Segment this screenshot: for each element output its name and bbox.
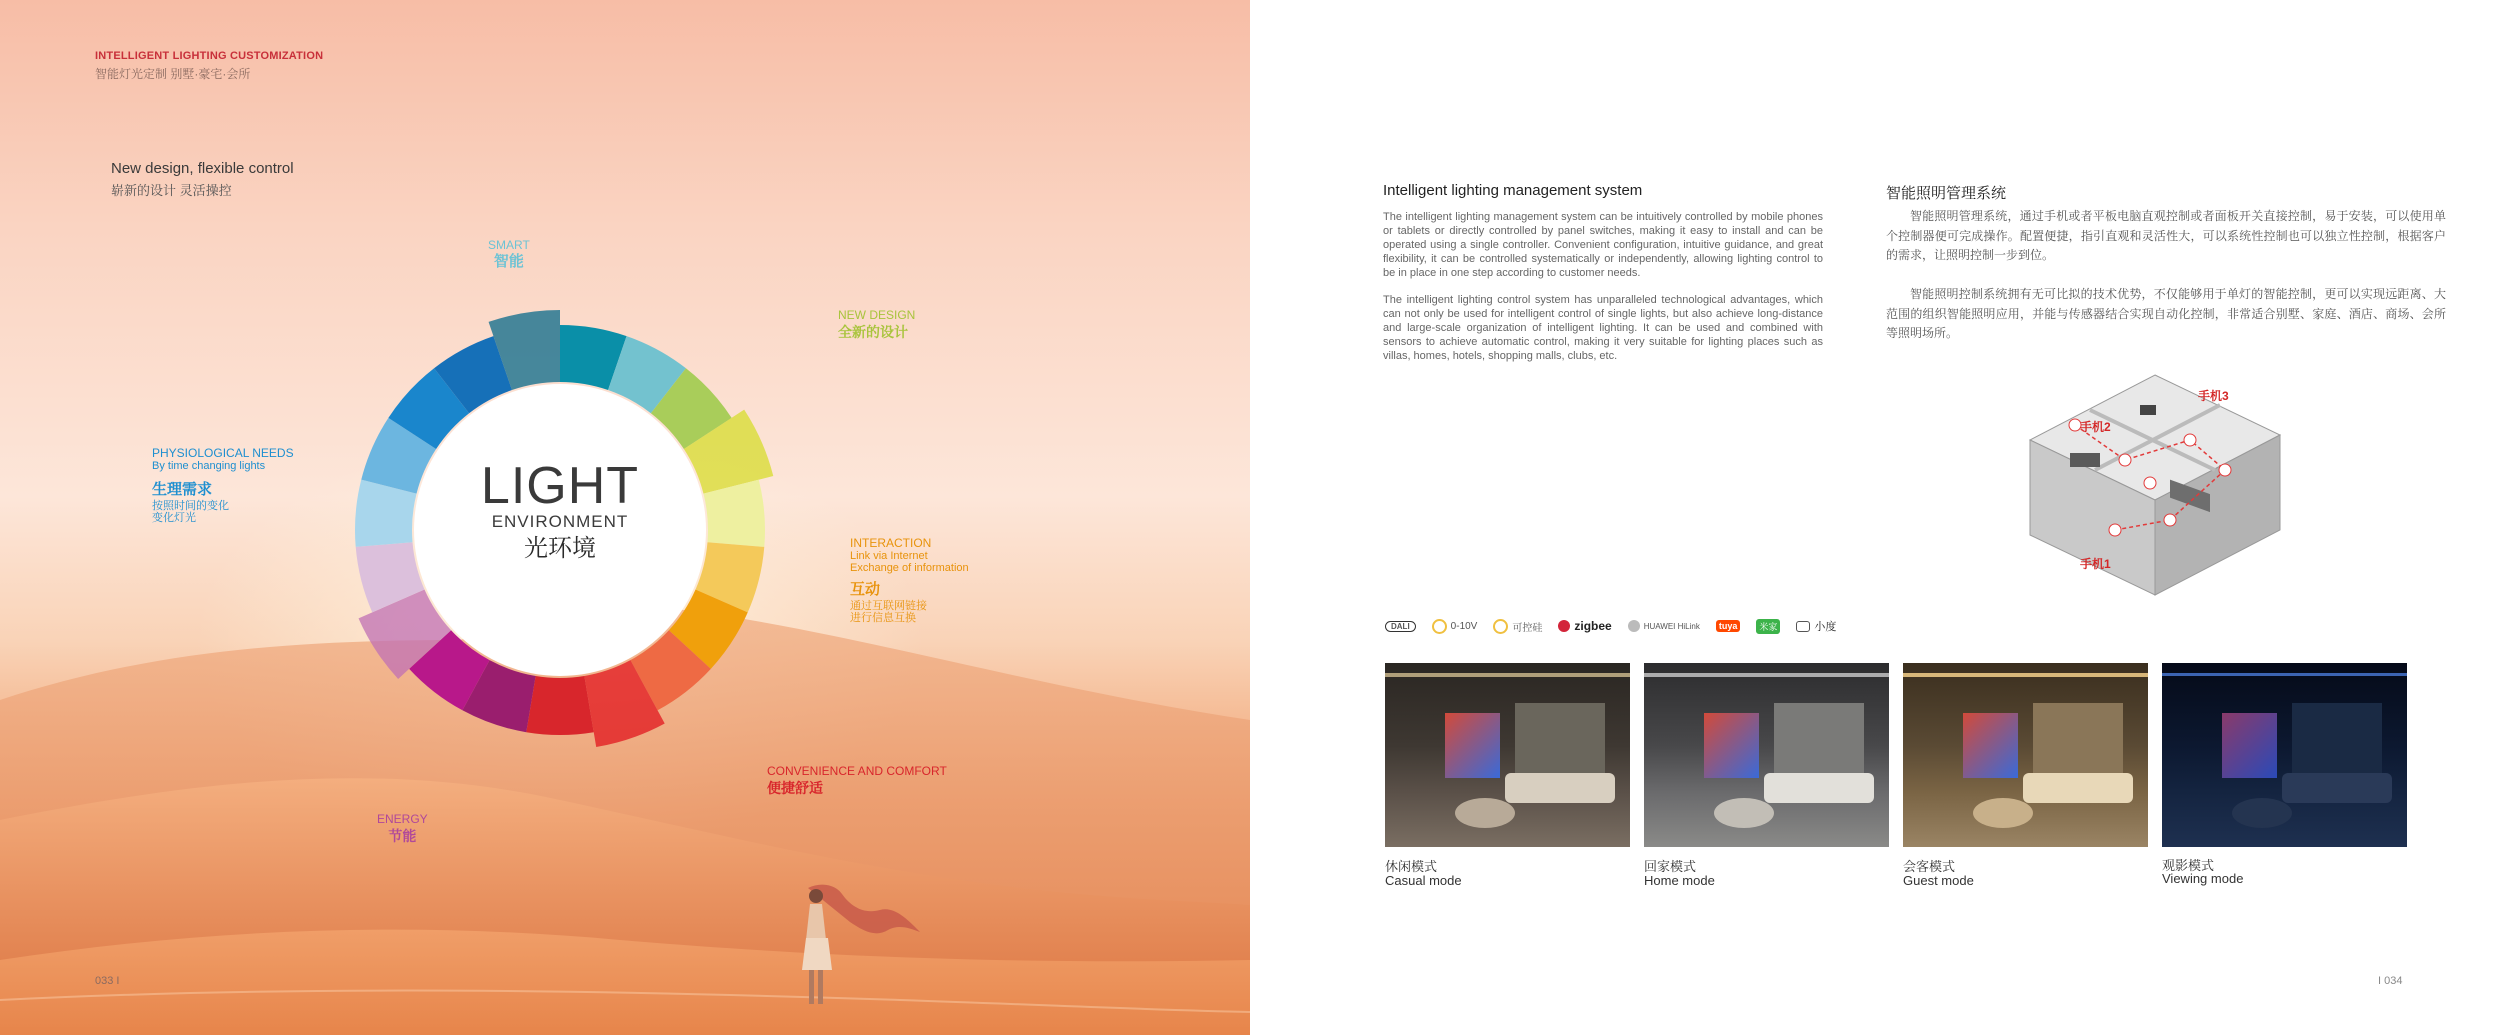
phone-label-2: 手机2 — [2080, 420, 2111, 434]
label-smart-cn: 智能 — [493, 253, 524, 270]
room-image-viewing — [2162, 663, 2407, 847]
label-convenience-en: CONVENIENCE AND COMFORT — [767, 764, 947, 778]
english-paragraph-2: The intelligent lighting control system has unparalleled technological advantages, which can not only be used for intelligent control of single lights, but also achieve long-distance and large-scale organization of intelligent lighting. It can be used and combined with sensors to achieve automatic control, making it very suitable for lighting places such as villas, homes, hotels, shopping malls, clubs, etc. — [1383, 294, 1823, 362]
center-title: LIGHT — [480, 457, 640, 515]
label-physiological-en: PHYSIOLOGICAL NEEDS — [152, 446, 294, 460]
wheel-segment — [526, 676, 593, 735]
tagline-chinese: 崭新的设计 灵活操控 — [111, 183, 232, 198]
phone-label-1: 手机1 — [2080, 557, 2111, 571]
xiaodu-logo: 小度 — [1796, 618, 1836, 634]
room-image-casual — [1385, 663, 1630, 847]
label-interaction-sub1: Link via Internet — [850, 550, 928, 562]
huawei-hilink-logo: HUAWEI HiLink — [1628, 620, 1700, 632]
label-physiological — [152, 446, 294, 524]
room-image-home — [1644, 663, 1889, 847]
label-interaction-en: INTERACTION — [850, 536, 932, 550]
label-physiological-cn: 生理需求 — [152, 481, 213, 498]
woman-figure-image — [780, 880, 930, 1010]
label-smart-en: SMART — [488, 238, 530, 252]
label-new-design-cn: 全新的设计 — [838, 324, 908, 340]
room-image-guest — [1903, 663, 2148, 847]
mode-guest-en: Guest mode — [1903, 873, 1974, 888]
label-energy — [377, 812, 428, 846]
mode-viewing-en: Viewing mode — [2162, 871, 2244, 886]
mode-casual-en: Casual mode — [1385, 873, 1462, 888]
center-subtitle: ENVIRONMENT — [491, 512, 629, 531]
center-chinese: 光环境 — [524, 535, 596, 562]
label-interaction — [850, 536, 969, 624]
scr-dimming-logo: 可控硅 — [1493, 619, 1542, 634]
wheel-center-label — [460, 457, 660, 566]
page-number-right: I 034 — [2378, 975, 2403, 987]
mijia-logo: 米家 — [1756, 619, 1780, 634]
0-10v-logo: 0-10V — [1432, 619, 1478, 634]
mode-viewing-cn: 观影模式 — [2162, 858, 2215, 873]
mode-home-en: Home mode — [1644, 873, 1715, 888]
label-convenience-cn: 便捷舒适 — [767, 780, 823, 796]
header-english: INTELLIGENT LIGHTING CUSTOMIZATION — [95, 50, 324, 62]
english-title: Intelligent lighting management system — [1383, 182, 1643, 199]
phone-label-3: 手机3 — [2198, 389, 2229, 403]
label-interaction-cn: 互动 — [850, 581, 881, 598]
label-interaction-cn-sub2: 进行信息互换 — [850, 612, 916, 624]
label-convenience — [767, 764, 947, 798]
label-smart — [488, 238, 530, 272]
mode-guest-cn: 会客模式 — [1903, 859, 1956, 874]
label-interaction-cn-sub1: 通过互联网链接 — [850, 600, 927, 612]
label-new-design-en: NEW DESIGN — [838, 308, 916, 322]
chinese-title: 智能照明管理系统 — [1886, 185, 2007, 202]
label-new-design — [838, 308, 915, 342]
label-physiological-cn-sub2: 变化灯光 — [152, 512, 196, 524]
english-paragraph-1: The intelligent lighting management system can be intuitively controlled by mobile phones or tablets or directly controlled by panel switches, making it easy to install and can be operated using a single controller. Convenient configuration, intuitive guidance, and great flexibility, it can be controlled systematically or independently, allowing lighting control to be in place in one step according to customer needs. — [1383, 211, 1823, 279]
right-page — [1250, 0, 2500, 1035]
tuya-logo: tuya — [1716, 620, 1741, 632]
label-interaction-sub2: Exchange of information — [850, 562, 969, 574]
page-number-left: 033 I — [95, 975, 120, 987]
mode-home-cn: 回家模式 — [1644, 859, 1697, 874]
label-energy-en: ENERGY — [377, 812, 428, 826]
tagline-english: New design, flexible control — [111, 160, 294, 177]
label-physiological-sub: By time changing lights — [152, 460, 266, 472]
chinese-paragraph-1: 智能照明管理系统，通过手机或者平板电脑直观控制或者面板开关直接控制，易于安装，可以使用单个控制器便可完成操作。配置便捷，指引直观和灵活性大，可以系统性控制也可以独立性控制，根据客户的需求，让照明控制一步到位。 — [1886, 209, 2446, 262]
mode-casual-cn: 休闲模式 — [1385, 859, 1438, 874]
label-physiological-cn-sub1: 按照时间的变化 — [152, 500, 229, 512]
chinese-paragraph-2: 智能照明控制系统拥有无可比拟的技术优势，不仅能够用于单灯的智能控制，更可以实现远距离、大范围的组织智能照明应用，并能与传感器结合实现自动化控制，非常适合别墅、家庭、酒店、商场、会所等照明场所。 — [1886, 287, 2446, 340]
dali-logo: DALI — [1385, 621, 1416, 632]
header-chinese: 智能灯光定制 别墅·豪宅·会所 — [95, 67, 251, 81]
label-energy-cn: 节能 — [388, 828, 417, 844]
isometric-floorplan-image — [2020, 365, 2290, 605]
zigbee-logo: zigbee — [1558, 619, 1611, 633]
protocol-logos-row — [1385, 618, 1836, 634]
